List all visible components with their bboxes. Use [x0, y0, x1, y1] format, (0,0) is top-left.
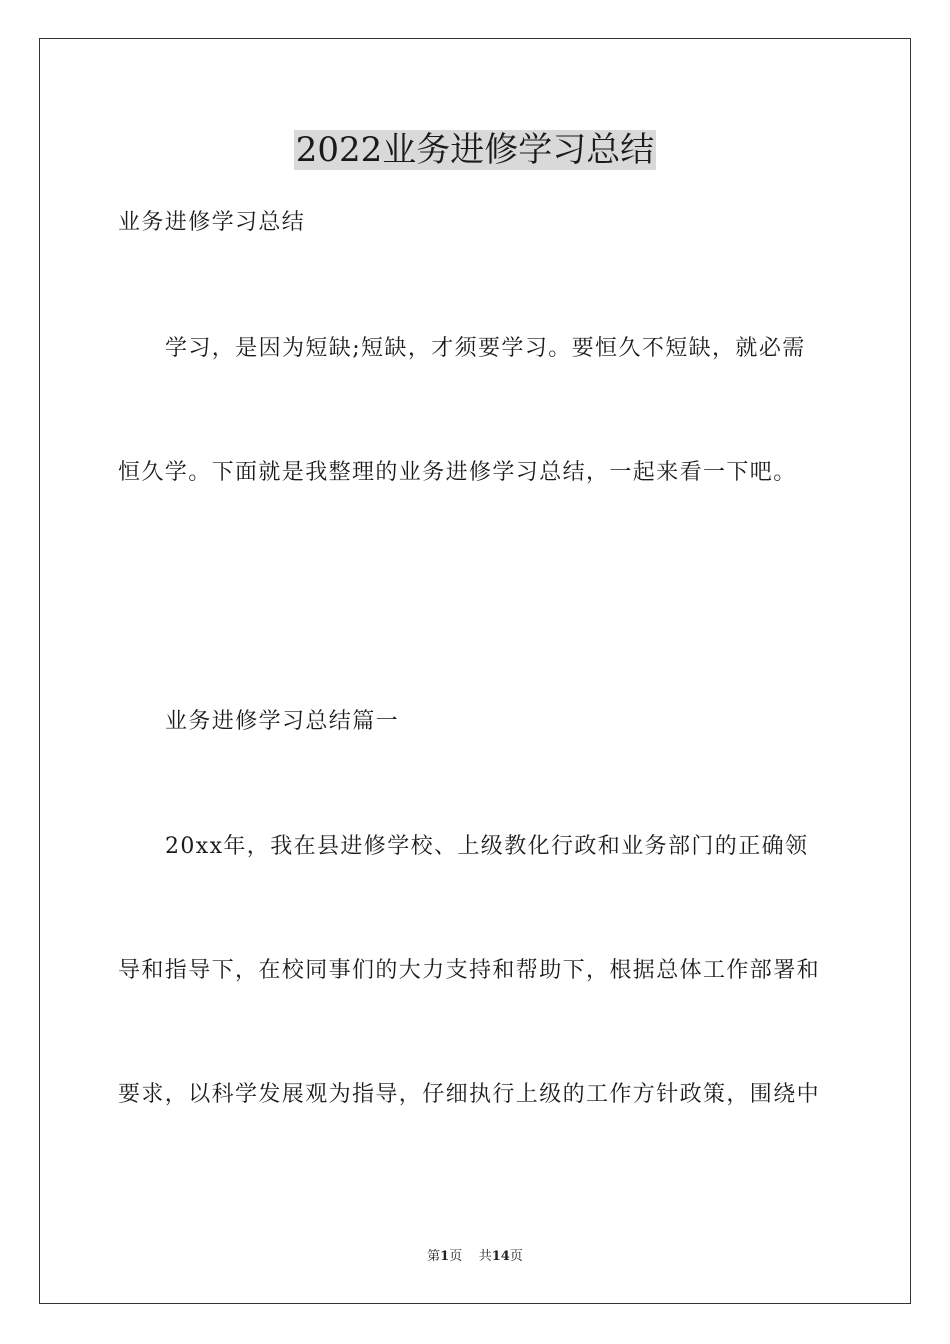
footer-total-prefix: 共: [478, 1249, 492, 1264]
footer-total-suffix: 页: [509, 1249, 523, 1264]
footer-page-current: 1: [440, 1249, 450, 1264]
footer-page-prefix: 第: [427, 1249, 441, 1264]
paragraph-line: 导和指导下，在校同事们的大力支持和帮助下，根据总体工作部署和: [118, 958, 821, 983]
subtitle: 业务进修学习总结: [118, 210, 306, 235]
paragraph-line: 要求，以科学发展观为指导，仔细执行上级的工作方针政策，围绕中: [118, 1082, 821, 1107]
paragraph-line: 20xx年，我在县进修学校、上级教化行政和业务部门的正确领: [165, 834, 809, 859]
footer-page-total: 14: [491, 1249, 510, 1264]
document-title: [0, 128, 950, 172]
section-heading: 业务进修学习总结篇一: [165, 709, 400, 734]
paragraph-line: 学习，是因为短缺;短缺，才须要学习。要恒久不短缺，就必需: [165, 336, 806, 361]
page-footer: [0, 1248, 950, 1266]
paragraph-line: 恒久学。下面就是我整理的业务进修学习总结，一起来看一下吧。: [118, 460, 797, 485]
title-text: 2022业务进修学习总结: [295, 130, 655, 170]
footer-page-suffix: 页: [449, 1249, 463, 1264]
